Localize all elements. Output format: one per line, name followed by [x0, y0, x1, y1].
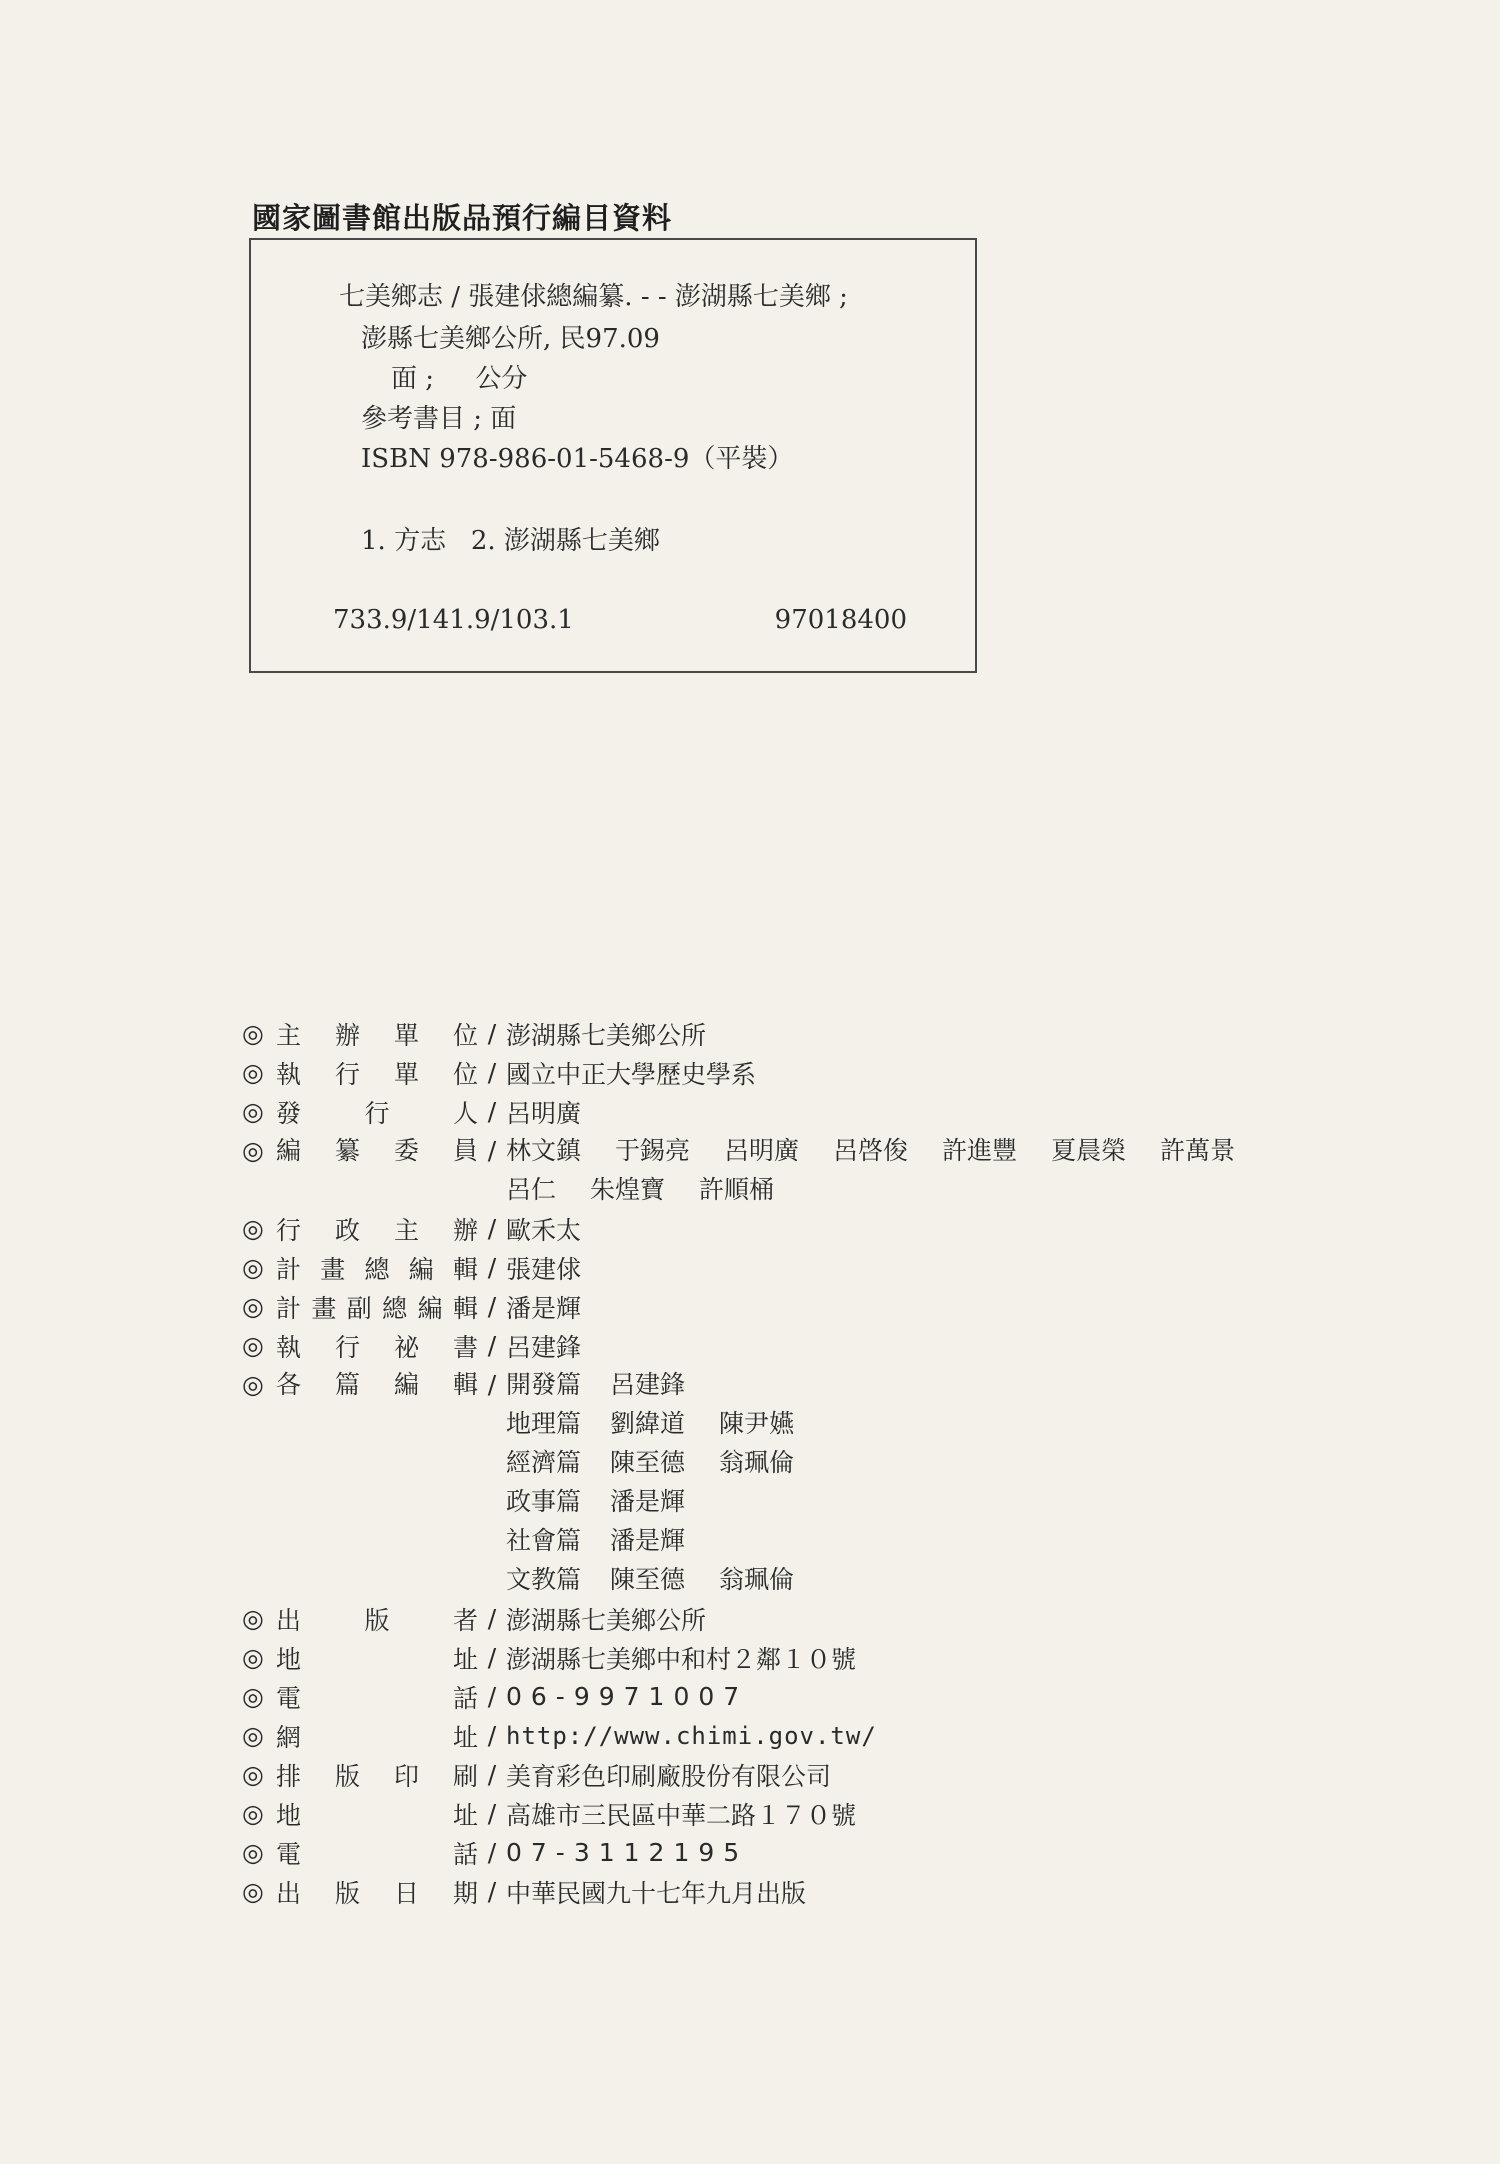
credit-label: 執 行 單 位: [276, 1055, 478, 1091]
separator-slash: /: [487, 1292, 497, 1321]
bullet-mark: ◎: [242, 1643, 264, 1672]
label-char: 日: [393, 1878, 419, 1908]
separator-slash: /: [487, 1214, 497, 1243]
credit-row-executive-secretary: [242, 1326, 1482, 1365]
section-name: 社會篇: [506, 1526, 582, 1555]
label-char: 辦: [334, 1020, 360, 1050]
board-member: 呂明廣: [724, 1136, 800, 1165]
credit-label: 行 政 主 辦: [276, 1211, 478, 1247]
cip-title-line: 七美鄉志 / 張建俅總編纂. - - 澎湖縣七美鄉 ;: [339, 282, 848, 312]
section-editor-row: [506, 1521, 1482, 1560]
credit-row-organizer: [242, 1014, 1482, 1053]
credit-label: 發 行 人: [276, 1094, 478, 1130]
bullet-mark: ◎: [242, 1019, 264, 1048]
label-char: 位: [452, 1059, 478, 1089]
cip-publisher-line: 澎縣七美鄉公所, 民97.09: [361, 324, 660, 354]
credit-label: 執 行 祕 書: [276, 1328, 478, 1364]
cip-heading: 國家圖書館出版品預行編目資料: [252, 201, 673, 235]
label-char: 政: [334, 1215, 360, 1245]
label-char: 編: [417, 1293, 443, 1323]
section-editor: 陳至德: [610, 1565, 686, 1594]
website-url: http://www.chimi.gov.tw/: [506, 1721, 877, 1750]
cip-isbn-line: ISBN 978-986-01-5468-9（平裝）: [361, 444, 794, 474]
separator-slash: /: [487, 1877, 497, 1906]
label-char: 印: [393, 1761, 419, 1791]
bullet-mark: ◎: [242, 1136, 264, 1165]
credit-row-printer-phone: [242, 1833, 1482, 1872]
bullet-mark: ◎: [242, 1760, 264, 1789]
bullet-mark: ◎: [242, 1253, 264, 1282]
credit-row-admin-organizer: [242, 1209, 1482, 1248]
board-member: 許順桶: [699, 1175, 775, 1204]
board-member: 呂啓俊: [833, 1136, 909, 1165]
section-editor: 潘是輝: [610, 1526, 686, 1555]
label-char: 話: [452, 1683, 478, 1713]
section-editor: 呂建鋒: [610, 1370, 686, 1399]
label-char: 版: [364, 1605, 390, 1635]
section-editor-row: [506, 1404, 1482, 1443]
section-editor: 陳尹嬿: [719, 1409, 795, 1438]
credit-value: 潘是輝: [506, 1293, 582, 1323]
label-char: 辦: [452, 1215, 478, 1245]
credit-row-printer-address: [242, 1794, 1482, 1833]
label-char: 單: [393, 1020, 419, 1050]
separator-slash: /: [487, 1019, 497, 1048]
credit-row-chief-editor: [242, 1248, 1482, 1287]
credit-value: 中華民國九十七年九月出版: [506, 1878, 807, 1908]
credit-row-publisher-phone: [242, 1677, 1482, 1716]
bullet-mark: ◎: [242, 1058, 264, 1087]
label-char: 委: [393, 1136, 419, 1165]
label-char: 輯: [452, 1370, 478, 1399]
separator-slash: /: [487, 1604, 497, 1633]
cip-subjects-line: 1. 方志 2. 澎湖縣七美鄉: [361, 526, 660, 556]
credit-label: 編 纂 委 員: [276, 1131, 478, 1170]
credit-label: 地 址: [276, 1640, 478, 1676]
bullet-mark: ◎: [242, 1721, 264, 1750]
label-char: 纂: [334, 1136, 360, 1165]
label-char: 書: [452, 1332, 478, 1362]
credit-value: 高雄市三民區中華二路１７０號: [506, 1800, 857, 1830]
label-char: 行: [334, 1332, 360, 1362]
section-editor-list: [506, 1365, 1482, 1599]
board-member: 于錫亮: [615, 1136, 691, 1165]
label-char: 輯: [452, 1254, 478, 1284]
credit-value: 張建俅: [506, 1254, 582, 1284]
credit-row-website: [242, 1716, 1482, 1755]
credit-label: 電 話: [276, 1835, 478, 1871]
credit-label: 電 話: [276, 1679, 478, 1715]
credit-label: 主 辦 單 位: [276, 1016, 478, 1052]
bullet-mark: ◎: [242, 1292, 264, 1321]
label-char: 版: [334, 1878, 360, 1908]
credit-label: 出 版 者: [276, 1601, 478, 1637]
credit-label: 地 址: [276, 1796, 478, 1832]
credit-value: 歐禾太: [506, 1215, 582, 1245]
cip-record-box: [249, 238, 977, 673]
separator-slash: /: [487, 1097, 497, 1126]
section-editor-row: [506, 1482, 1482, 1521]
bullet-mark: ◎: [242, 1682, 264, 1711]
board-member: 許萬景: [1160, 1136, 1236, 1165]
label-char: 副: [346, 1293, 372, 1323]
label-char: 編: [408, 1254, 434, 1284]
credit-label: 網 址: [276, 1718, 478, 1754]
credit-row-executor: [242, 1053, 1482, 1092]
label-char: 主: [393, 1215, 419, 1245]
section-name: 文教篇: [506, 1565, 582, 1594]
section-name: 開發篇: [506, 1370, 582, 1399]
separator-slash: /: [487, 1370, 497, 1399]
board-member: 呂仁: [506, 1175, 557, 1204]
credit-row-deputy-chief-editor: [242, 1287, 1482, 1326]
bullet-mark: ◎: [242, 1877, 264, 1906]
credit-row-editorial-board: [242, 1131, 1482, 1209]
separator-slash: /: [487, 1253, 497, 1282]
label-char: 者: [452, 1605, 478, 1635]
section-editor: 陳至德: [610, 1448, 686, 1477]
label-char: 期: [452, 1878, 478, 1908]
cip-record-number: 97018400: [774, 605, 907, 635]
bullet-mark: ◎: [242, 1799, 264, 1828]
section-editor: 翁珮倫: [719, 1565, 795, 1594]
bullet-mark: ◎: [242, 1838, 264, 1867]
section-editor-row: [506, 1560, 1482, 1599]
bullet-mark: ◎: [242, 1214, 264, 1243]
credit-row-publisher-address: [242, 1638, 1482, 1677]
separator-slash: /: [487, 1682, 497, 1711]
label-char: 總: [364, 1254, 390, 1284]
credits-list: [242, 1014, 1482, 1911]
section-editor: 潘是輝: [610, 1487, 686, 1516]
separator-slash: /: [487, 1760, 497, 1789]
section-editor-row: [506, 1443, 1482, 1482]
bullet-mark: ◎: [242, 1331, 264, 1360]
board-member: 夏晨榮: [1051, 1136, 1127, 1165]
board-member: 朱煌寶: [590, 1175, 666, 1204]
separator-slash: /: [487, 1331, 497, 1360]
section-name: 地理篇: [506, 1409, 582, 1438]
label-char: 址: [452, 1800, 478, 1830]
label-char: 畫: [320, 1254, 346, 1284]
separator-slash: /: [487, 1799, 497, 1828]
separator-slash: /: [487, 1721, 497, 1750]
label-char: 單: [393, 1059, 419, 1089]
label-char: 址: [452, 1644, 478, 1674]
credit-label: 計 畫 總 編 輯: [276, 1250, 478, 1286]
separator-slash: /: [487, 1643, 497, 1672]
section-editor-row: [506, 1365, 1482, 1404]
section-name: 政事篇: [506, 1487, 582, 1516]
bullet-mark: ◎: [242, 1370, 264, 1399]
credit-value: 呂明廣: [506, 1098, 582, 1128]
label-char: 畫: [311, 1293, 337, 1323]
credit-value: 呂建鋒: [506, 1332, 582, 1362]
credit-label: 計 畫 副 總 編 輯: [276, 1289, 478, 1325]
label-char: 員: [452, 1136, 478, 1165]
credit-label: 排 版 印 刷: [276, 1757, 478, 1793]
bullet-mark: ◎: [242, 1097, 264, 1126]
credit-value: 06-9971007: [506, 1682, 749, 1711]
credit-value: 澎湖縣七美鄉公所: [506, 1605, 707, 1635]
board-member: 許進豐: [942, 1136, 1018, 1165]
section-name: 經濟篇: [506, 1448, 582, 1477]
credit-row-publication-date: [242, 1872, 1482, 1911]
section-editor: 劉緯道: [610, 1409, 686, 1438]
label-char: 編: [393, 1370, 419, 1399]
separator-slash: /: [487, 1838, 497, 1867]
credit-row-publisher-person: [242, 1092, 1482, 1131]
cip-pages-line: 面 ; 公分: [391, 364, 528, 394]
cip-bibliography-line: 參考書目 ; 面: [361, 404, 517, 434]
label-char: 行: [364, 1098, 390, 1128]
credit-row-publisher: [242, 1599, 1482, 1638]
label-char: 版: [334, 1761, 360, 1791]
label-char: 址: [452, 1722, 478, 1752]
section-editor: 翁珮倫: [719, 1448, 795, 1477]
credit-label: 出 版 日 期: [276, 1874, 478, 1910]
editorial-board-names: [506, 1131, 1286, 1209]
label-char: 祕: [393, 1332, 419, 1362]
label-char: 行: [334, 1059, 360, 1089]
cip-classification: 733.9/141.9/103.1: [333, 605, 574, 635]
credit-label: 各 篇 編 輯: [276, 1365, 478, 1404]
label-char: 刷: [452, 1761, 478, 1791]
credit-value: 美育彩色印刷廠股份有限公司: [506, 1761, 832, 1791]
label-char: 話: [452, 1839, 478, 1869]
label-char: 總: [382, 1293, 408, 1323]
separator-slash: /: [487, 1058, 497, 1087]
label-char: 位: [452, 1020, 478, 1050]
credit-value: 國立中正大學歷史學系: [506, 1059, 757, 1089]
credit-value: 澎湖縣七美鄉公所: [506, 1020, 707, 1050]
board-member: 林文鎮: [506, 1136, 582, 1165]
credit-value: 澎湖縣七美鄉中和村２鄰１０號: [506, 1644, 857, 1674]
bullet-mark: ◎: [242, 1604, 264, 1633]
credit-value: 07-3112195: [506, 1838, 749, 1867]
label-char: 人: [452, 1098, 478, 1128]
credit-row-printer: [242, 1755, 1482, 1794]
label-char: 輯: [452, 1293, 478, 1323]
label-char: 篇: [334, 1370, 360, 1399]
credit-row-section-editors: [242, 1365, 1482, 1599]
separator-slash: /: [487, 1136, 497, 1165]
